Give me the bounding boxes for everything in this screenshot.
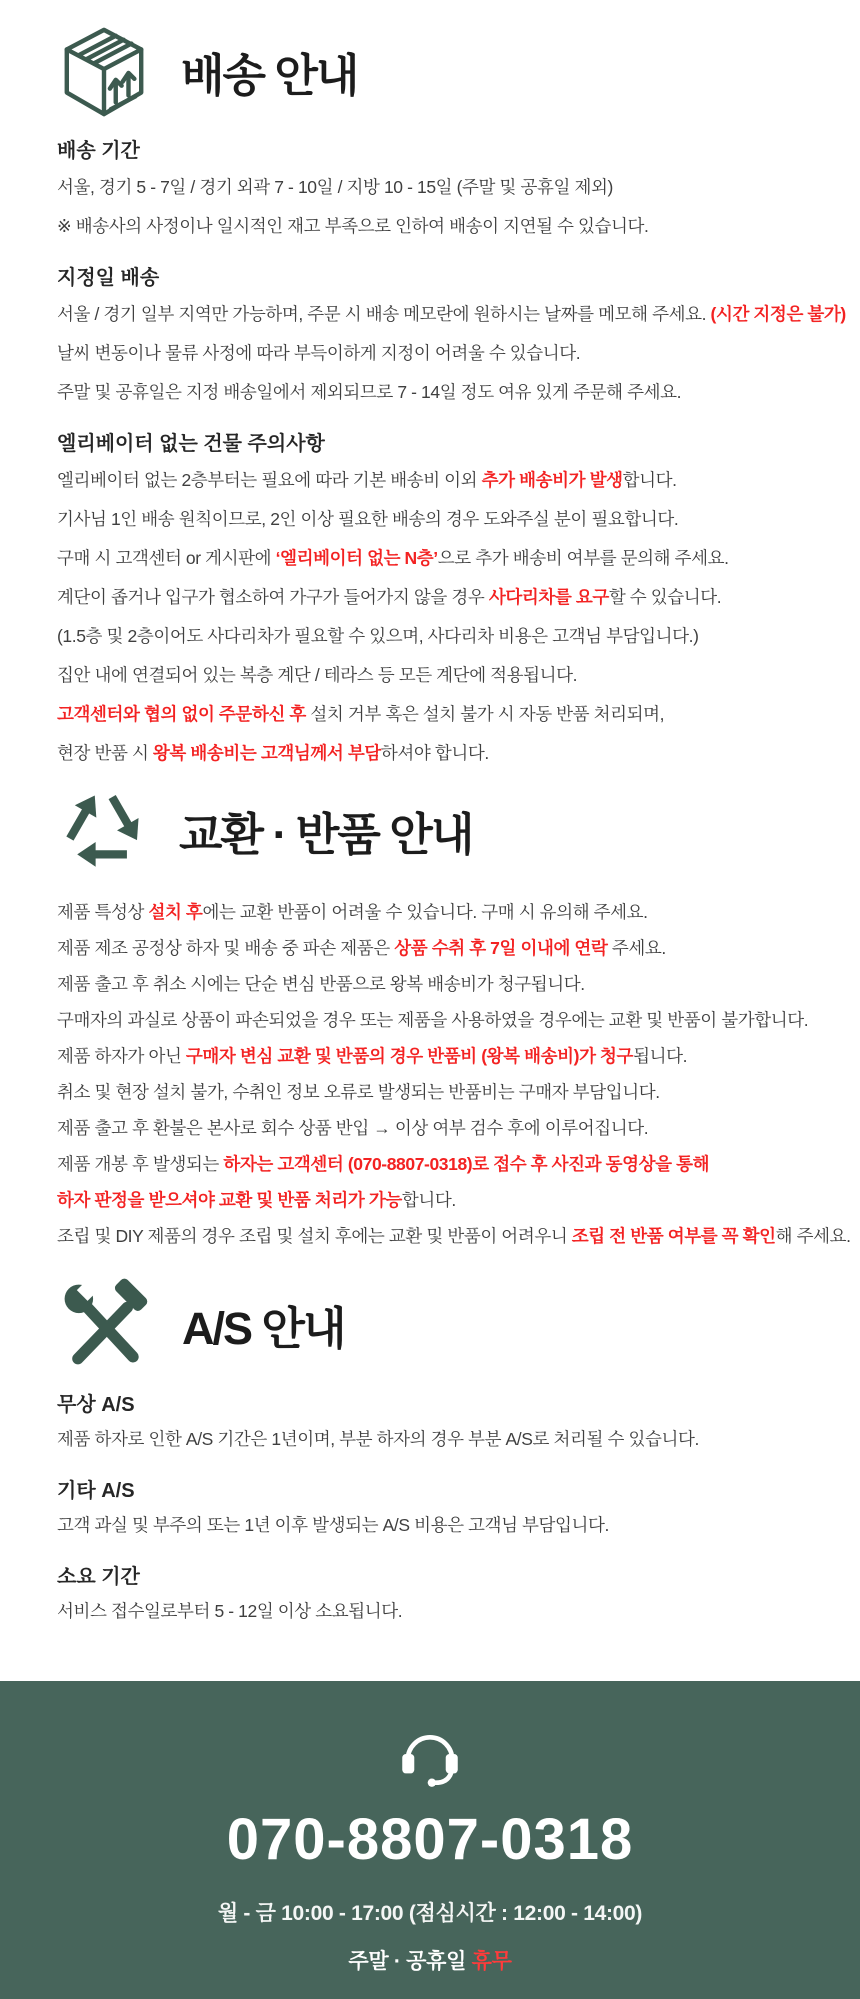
text-line: 고객센터와 협의 없이 주문하신 후 설치 거부 혹은 설치 불가 시 자동 반품 처리되며,: [57, 704, 665, 724]
text-line: 기사님 1인 배송 원칙이므로, 2인 이상 필요한 배송의 경우 도와주실 분이 필요합니다.: [57, 509, 679, 529]
text-line: 제품 하자로 인한 A/S 기간은 1년이며, 부분 하자의 경우 부분 A/S로 처리될 수 있습니다.: [57, 1429, 699, 1449]
text-line: 서울 / 경기 일부 지역만 가능하며, 주문 시 배송 메모란에 원하시는 날짜를 메모해 주세요. (시간 지정은 불가): [57, 304, 846, 324]
text-line: 구매자의 과실로 상품이 파손되었을 경우 또는 제품을 사용하였을 경우에는 교환 및 반품이 불가합니다.: [57, 1010, 809, 1030]
text-line: 취소 및 현장 설치 불가, 수취인 정보 오류로 발생되는 반품비는 구매자 부담입니다.: [57, 1082, 660, 1102]
info-group: [57, 1560, 850, 1622]
text-line: 제품 제조 공정상 하자 및 배송 중 파손 제품은 상품 수취 후 7일 이내에 연락 주세요.: [57, 938, 666, 958]
info-group: [57, 1388, 850, 1450]
info-group: [57, 261, 850, 403]
section-shipping: [57, 24, 850, 764]
text-line: 구매 시 고객센터 or 게시판에 ‘엘리베이터 없는 N층’으로 추가 배송비 여부를 문의해 주세요.: [57, 548, 729, 568]
text-line: 제품 출고 후 취소 시에는 단순 변심 반품으로 왕복 배송비가 청구됩니다.: [57, 974, 585, 994]
text-line: 집안 내에 연결되어 있는 복층 계단 / 테라스 등 모든 계단에 적용됩니다.: [57, 665, 578, 685]
text-line: 조립 및 DIY 제품의 경우 조립 및 설치 후에는 교환 및 반품이 어려우니 조립 전 반품 여부를 꼭 확인해 주세요.: [57, 1226, 851, 1246]
section-header: [57, 784, 850, 876]
group-label: 엘리베이터 없는 건물 주의사항: [57, 433, 325, 455]
group-label: 무상 A/S: [57, 1394, 135, 1416]
text-line: 서비스 접수일로부터 5 - 12일 이상 소요됩니다.: [57, 1601, 403, 1621]
group-label: 소요 기간: [57, 1566, 140, 1588]
customer-center-phone: 070-8807-0318: [226, 1807, 634, 1872]
business-hours: 월 - 금 10:00 - 17:00 (점심시간 : 12:00 - 14:00): [217, 1902, 643, 1925]
text-line: 주말 및 공휴일은 지정 배송일에서 제외되므로 7 - 14일 정도 여유 있게 주문해 주세요.: [57, 382, 682, 402]
text-line: 제품 특성상 설치 후에는 교환 반품이 어려울 수 있습니다. 구매 시 유의해 주세요.: [57, 902, 648, 922]
text-line: 제품 개봉 후 발생되는 하자는 고객센터 (070-8807-0318)로 접수 후 사진과 동영상을 통해: [57, 1154, 710, 1174]
headset-icon: [393, 1717, 467, 1791]
text-line: 제품 하자가 아닌 구매자 변심 교환 및 반품의 경우 반품비 (왕복 배송비)가 청구됩니다.: [57, 1046, 688, 1066]
text-line: (1.5층 및 2층이어도 사다리차가 필요할 수 있으며, 사다리차 비용은 고객님 부담입니다.): [57, 626, 699, 646]
section-exchange-return: [57, 784, 850, 1247]
box-icon: [57, 24, 151, 118]
text-line: 고객 과실 및 부주의 또는 1년 이후 발생되는 A/S 비용은 고객님 부담입니다.: [57, 1515, 610, 1535]
section-as: [57, 1277, 850, 1622]
group-label: 배송 기간: [57, 140, 140, 162]
group-label: 기타 A/S: [57, 1480, 135, 1502]
group-label: 지정일 배송: [57, 267, 160, 289]
text-line: 날씨 변동이나 물류 사정에 따라 부득이하게 지정이 어려울 수 있습니다.: [57, 343, 581, 363]
text-line: 제품 출고 후 환불은 본사로 회수 상품 반입 → 이상 여부 검수 후에 이루어집니다.: [57, 1118, 649, 1138]
text-line: 엘리베이터 없는 2층부터는 필요에 따라 기본 배송비 이외 추가 배송비가 발생합니다.: [57, 470, 677, 490]
info-group: [57, 427, 850, 764]
section-body: [57, 902, 850, 1247]
text-line: 현장 반품 시 왕복 배송비는 고객님께서 부담하셔야 합니다.: [57, 743, 489, 763]
text-line: ※ 배송사의 사정이나 일시적인 재고 부족으로 인하여 배송이 지연될 수 있습니다.: [57, 216, 649, 236]
info-group: [57, 1474, 850, 1536]
section-title: 교환 · 반품 안내: [179, 808, 473, 860]
text-line: 계단이 좁거나 입구가 협소하여 가구가 들어가지 않을 경우 사다리차를 요구할 수 있습니다.: [57, 587, 722, 607]
info-group: [57, 134, 850, 237]
info-group: [57, 902, 850, 1247]
section-title: A/S 안내: [182, 1303, 345, 1354]
text-line: 하자 판정을 받으셔야 교환 및 반품 처리가 가능합니다.: [57, 1190, 456, 1210]
recycle-icon: [57, 784, 149, 876]
section-title: 배송 안내: [181, 49, 358, 101]
section-header: [57, 1277, 850, 1372]
customer-center-banner: [0, 1681, 860, 1999]
text-line: 서울, 경기 5 - 7일 / 경기 외곽 7 - 10일 / 지방 10 - 15일 (주말 및 공휴일 제외): [57, 177, 613, 197]
section-header: [57, 24, 850, 118]
tools-icon: [57, 1277, 152, 1372]
closed-days: 주말 · 공휴일 휴무: [348, 1950, 512, 1973]
section-body: [57, 134, 850, 764]
section-body: [57, 1388, 850, 1622]
